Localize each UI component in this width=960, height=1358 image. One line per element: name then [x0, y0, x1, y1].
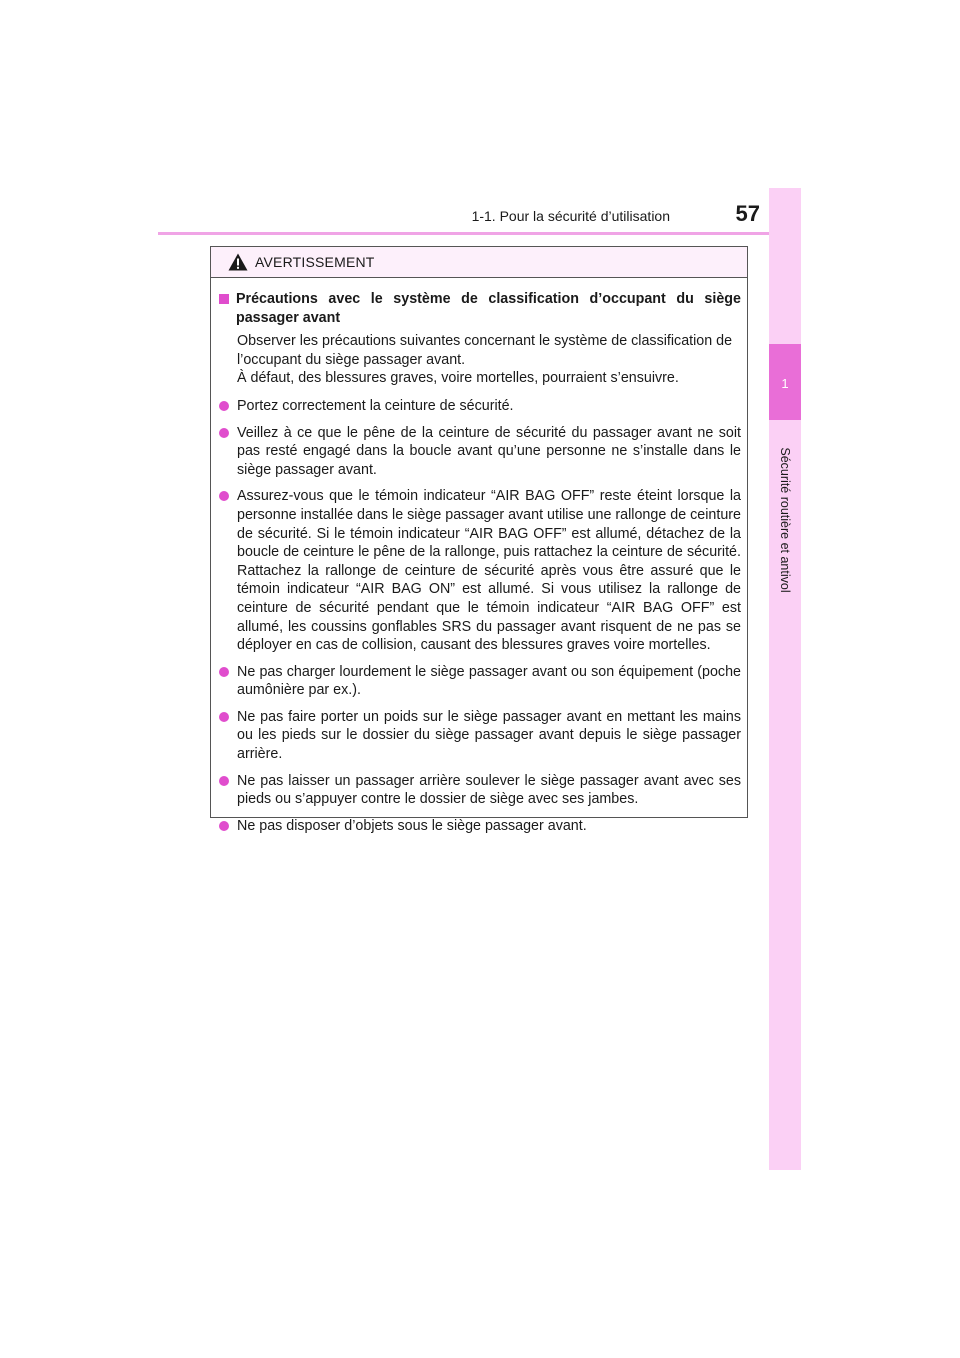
list-item-text: Veillez à ce que le pêne de la ceinture de sécurité du passager avant ne soit pas resté engagé dans la boucle avant qu’une personne ne s’installe dans le siège passager avant. — [237, 424, 741, 478]
list-item — [219, 708, 741, 764]
intro-line: Observer les précautions suivantes concernant le système de classification de l’occupant du siège passager avant. — [237, 333, 733, 368]
section-heading — [219, 290, 741, 327]
list-item — [219, 424, 741, 480]
warning-header — [211, 247, 747, 278]
bullet-dot-icon — [219, 491, 229, 501]
chapter-number: 1 — [781, 376, 789, 391]
list-item — [219, 487, 741, 654]
intro-paragraph — [237, 332, 741, 388]
list-item-text: Portez correctement la ceinture de sécurité. — [237, 397, 514, 414]
square-bullet-icon — [219, 294, 229, 304]
chapter-title: Sécurité routière et antivol — [778, 447, 792, 593]
warning-triangle-icon — [228, 253, 248, 271]
chapter-side-tab — [769, 188, 801, 1170]
list-item-text: Ne pas disposer d’objets sous le siège passager avant. — [237, 817, 587, 834]
list-item — [219, 772, 741, 809]
header-divider — [158, 232, 800, 235]
list-item — [219, 663, 741, 700]
warning-body — [211, 278, 747, 835]
list-item — [219, 397, 741, 416]
section-title: 1-1. Pour la sécurité d’utilisation — [471, 208, 670, 224]
bullet-dot-icon — [219, 428, 229, 438]
warning-box — [210, 246, 748, 834]
list-item — [219, 817, 741, 836]
bullet-dot-icon — [219, 821, 229, 831]
warning-label: AVERTISSEMENT — [255, 254, 375, 270]
bullet-dot-icon — [219, 667, 229, 677]
intro-line: À défaut, des blessures graves, voire mortelles, pourraient s’ensuivre. — [237, 370, 679, 387]
list-item-text: Ne pas charger lourdement le siège passager avant ou son équipement (poche aumônière par ex.). — [237, 663, 741, 699]
page-number: 57 — [735, 201, 760, 226]
bullet-dot-icon — [219, 712, 229, 722]
heading-text: Précautions avec le système de classification d’occupant du siège passager avant — [236, 291, 741, 326]
list-item-text: Ne pas faire porter un poids sur le siège passager avant en mettant les mains ou les pieds sur le dossier du siège passager avant depuis le siège passager arrière. — [237, 708, 741, 763]
list-item-text: Ne pas laisser un passager arrière soulever le siège passager avant avec ses pieds ou s’appuyer contre le dossier de siège avec ses jambes. — [237, 772, 741, 808]
bullet-dot-icon — [219, 776, 229, 786]
bullet-dot-icon — [219, 401, 229, 411]
list-item-text: Assurez-vous que le témoin indicateur “AIR BAG OFF” reste éteint lorsque la personne installée dans le siège passager avant utilise une rallonge de ceinture de sécurité. Si le témoin indicateur “AIR BAG OFF” est allumé, détachez de la boucle de ceinture le pêne de la rallonge, puis rattachez la ceinture de sécurité. Rattachez la rallonge de ceinture de sécurité après vous être assuré que le témoin indicateur “AIR BAG ON” est allumé. Si vous utilisez la rallonge de ceinture de sécurité pendant que le témoin indicateur “AIR BAG OFF” est allumé, les coussins gonflables SRS du passager avant risquent de ne pas se déployer en cas de collision, causant des blessures graves voire mortelles. — [237, 488, 741, 654]
